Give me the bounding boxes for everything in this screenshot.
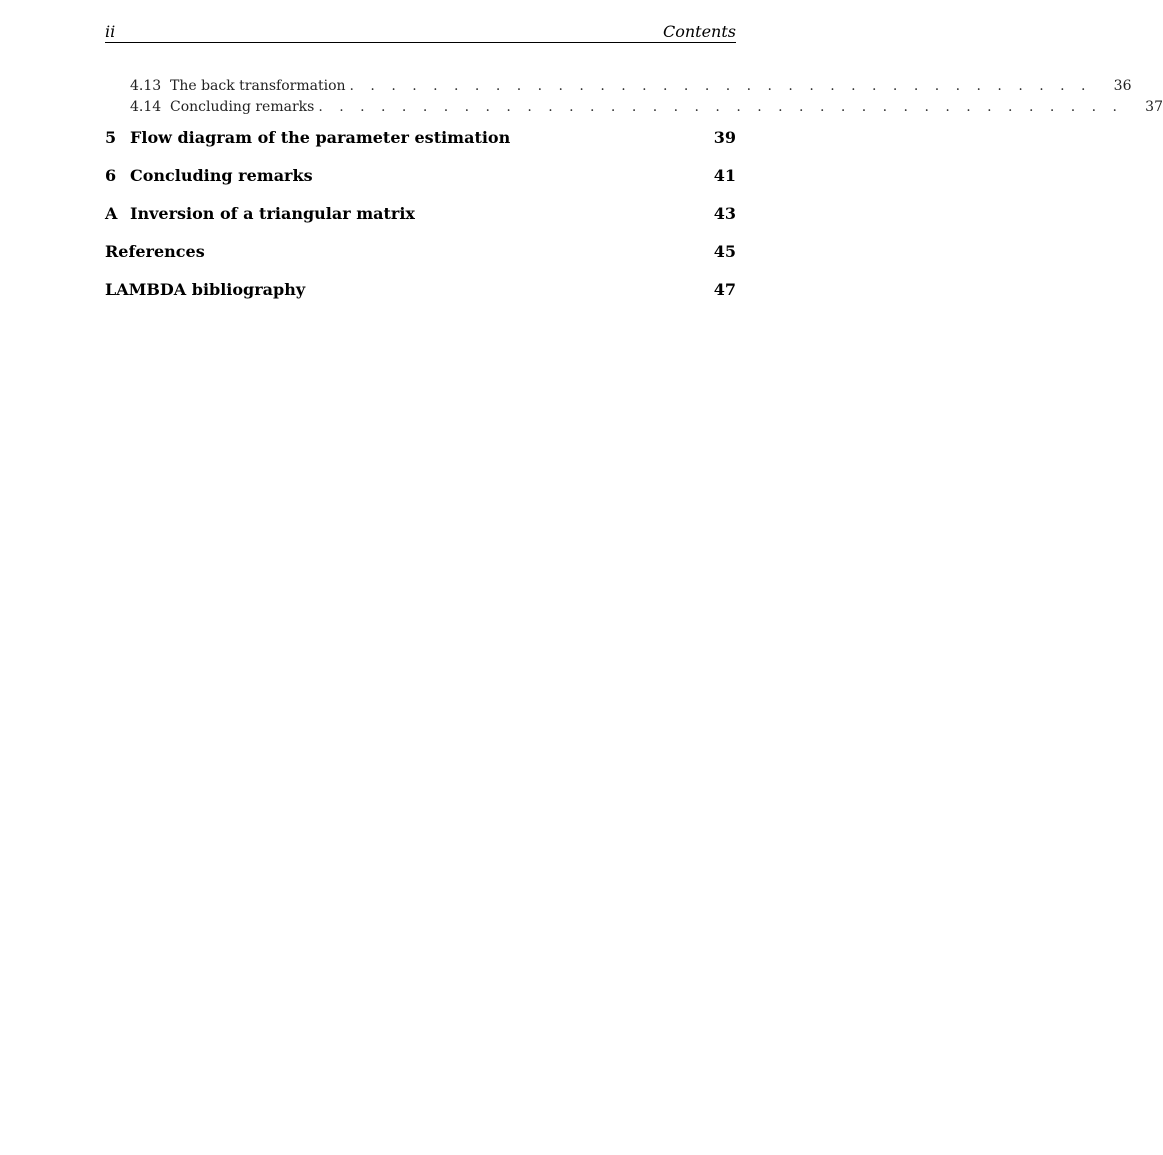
- toc-section-entry[interactable]: [105, 280, 736, 318]
- toc-page-number: 41: [713, 166, 736, 185]
- toc-page-number: 45: [713, 242, 736, 261]
- toc-subsection-title: The back transformation: [170, 78, 350, 94]
- toc-subsection-entry[interactable]: [105, 78, 1132, 99]
- toc-subsection-entry[interactable]: [105, 99, 1163, 120]
- section-label: Contents: [662, 22, 736, 41]
- toc-section-title: Inversion of a triangular matrix: [130, 204, 415, 223]
- document-page: [105, 20, 1163, 299]
- toc-leader-dots: . . . . . . . . . . . . . . . . . . . . . . . . . . . . . . . . . . . . . . .: [318, 99, 1123, 115]
- toc-section-title: LAMBDA bibliography: [105, 280, 306, 299]
- toc-section-entry[interactable]: [105, 128, 736, 166]
- toc-page-number: 39: [713, 128, 736, 147]
- page-number-label: ii: [105, 22, 116, 41]
- running-header: [105, 20, 736, 43]
- table-of-contents: [105, 78, 1163, 318]
- toc-section-number: A: [105, 204, 118, 223]
- toc-section-entry[interactable]: [105, 204, 736, 242]
- toc-page-number: 47: [713, 280, 736, 299]
- toc-section-number: 5: [105, 128, 117, 147]
- toc-page-number: 36: [1113, 78, 1132, 94]
- toc-subsection-number: 4.13: [130, 78, 162, 94]
- toc-section-number: 6: [105, 166, 117, 185]
- toc-subsection-number: 4.14: [130, 99, 162, 115]
- toc-subsection-title: Concluding remarks: [170, 99, 318, 115]
- toc-section-title: Concluding remarks: [130, 166, 313, 185]
- toc-page-number: 43: [713, 204, 736, 223]
- toc-leader-dots: . . . . . . . . . . . . . . . . . . . . . . . . . . . . . . . . . . . .: [349, 78, 1092, 94]
- toc-section-entry[interactable]: [105, 166, 736, 204]
- toc-page-number: 37: [1145, 99, 1163, 115]
- toc-section-title: References: [105, 242, 205, 261]
- toc-section-entry[interactable]: [105, 242, 736, 280]
- toc-section-title: Flow diagram of the parameter estimation: [130, 128, 511, 147]
